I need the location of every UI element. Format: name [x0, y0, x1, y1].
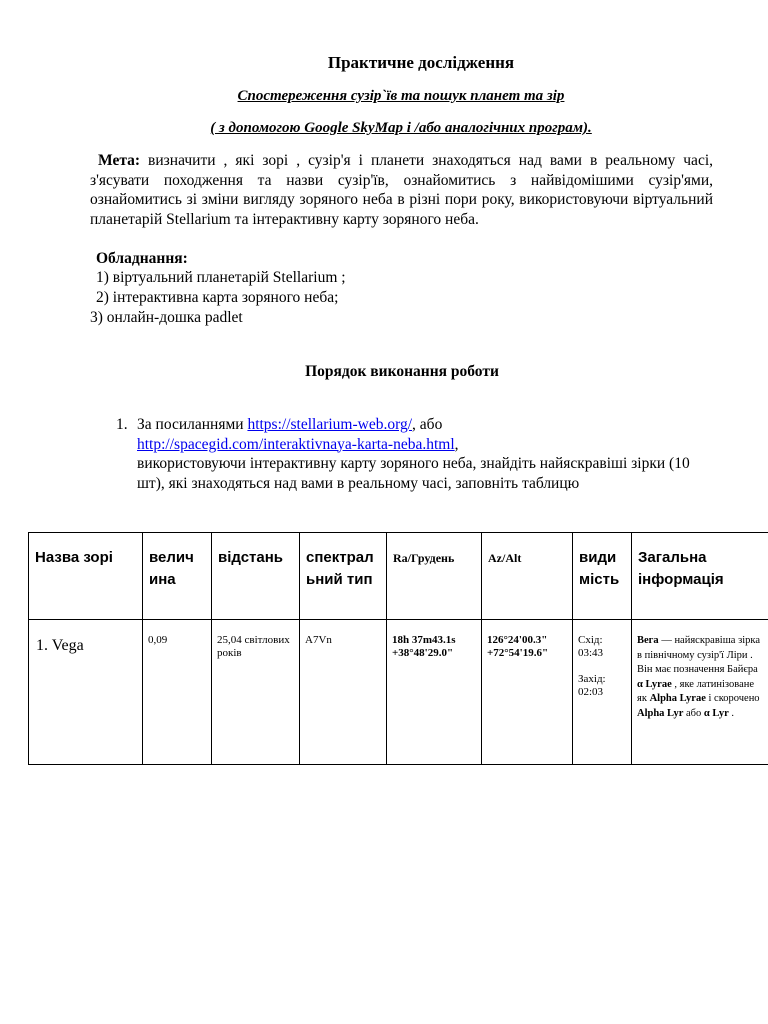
stars-table [28, 532, 768, 765]
goal-text: визначити , які зорі , сузір'я і планети знаходяться над вами в реальному часі, з'ясувати походження та назви сузір'їв, ознайомитись з найвідомішими сузір'ями, ознайомитись зі зміни вигляду зоряного неба в різні пори року, використовуючи віртуальний планетарій Stellarium та інтерактивну карту зоряного неба. [90, 152, 713, 228]
header-general-info: Загальна інформація [632, 533, 768, 620]
subtitle-observation: Спостереження сузір`їв та пошук планет та зір [237, 88, 565, 104]
spacegid-link[interactable]: http://spacegid.com/interaktivnaya-karta-neba.html [137, 435, 455, 453]
step-number: 1. [116, 416, 128, 433]
cell-general-info: Вега — найяскравіша зірка в північному сузір'ї Ліри . Він має позначення Байєра α Lyrae , яке латинізоване як Alpha Lyrae і скорочено Alpha Lyr або α Lyr . [632, 620, 768, 765]
equipment-item-star-map: 2) інтерактивна карта зоряного неба; [96, 289, 339, 306]
step-prefix: За посиланнями [137, 416, 248, 433]
cell-star-name: 1. Vega [29, 620, 143, 765]
header-az-alt: Az/Alt [482, 533, 573, 620]
subtitle-tools: ( з допомогою Google SkyMap і /або аналогічних програм). [210, 120, 592, 136]
equipment-item-stellarium: 1) віртуальний планетарій Stellarium ; [96, 269, 346, 286]
page-title: Практичне дослідження [327, 53, 515, 72]
table-row [29, 620, 768, 765]
header-name: Назва зорі [29, 533, 143, 620]
equipment-label: Обладнання: [96, 250, 188, 267]
header-magnitude: велич ина [143, 533, 212, 620]
table-header-row [29, 533, 768, 620]
header-spectral-type: спектрал ьний тип [300, 533, 387, 620]
header-visibility: види мість [573, 533, 632, 620]
cell-distance: 25,04 світлових років [212, 620, 300, 765]
cell-spectral-type: A7Vn [300, 620, 387, 765]
step-mid: , або [412, 416, 443, 433]
cell-visibility: Схід: 03:43 Захід: 02:03 [573, 620, 632, 765]
cell-az-alt: 126°24'00.3" +72°54'19.6" [482, 620, 573, 765]
step-comma: , [454, 435, 459, 453]
equipment-item-padlet: 3) онлайн-дошка padlet [90, 309, 243, 326]
stellarium-link[interactable]: https://stellarium-web.org/ [247, 416, 413, 433]
header-ra-dec: Ra/Грудень [387, 533, 482, 620]
header-distance: відстань [212, 533, 300, 620]
goal-paragraph [90, 151, 713, 229]
goal-label: Мета: [98, 152, 141, 169]
procedure-title: Порядок виконання роботи [305, 363, 499, 380]
step-instruction: використовуючи інтерактивну карту зоряного неба, знайдіть найяскравіші зірки (10 шт), які знаходяться над вами в реальному часі, заповніть таблицю [137, 455, 690, 492]
cell-magnitude: 0,09 [143, 620, 212, 765]
cell-ra-dec: 18h 37m43.1s +38°48'29.0" [387, 620, 482, 765]
